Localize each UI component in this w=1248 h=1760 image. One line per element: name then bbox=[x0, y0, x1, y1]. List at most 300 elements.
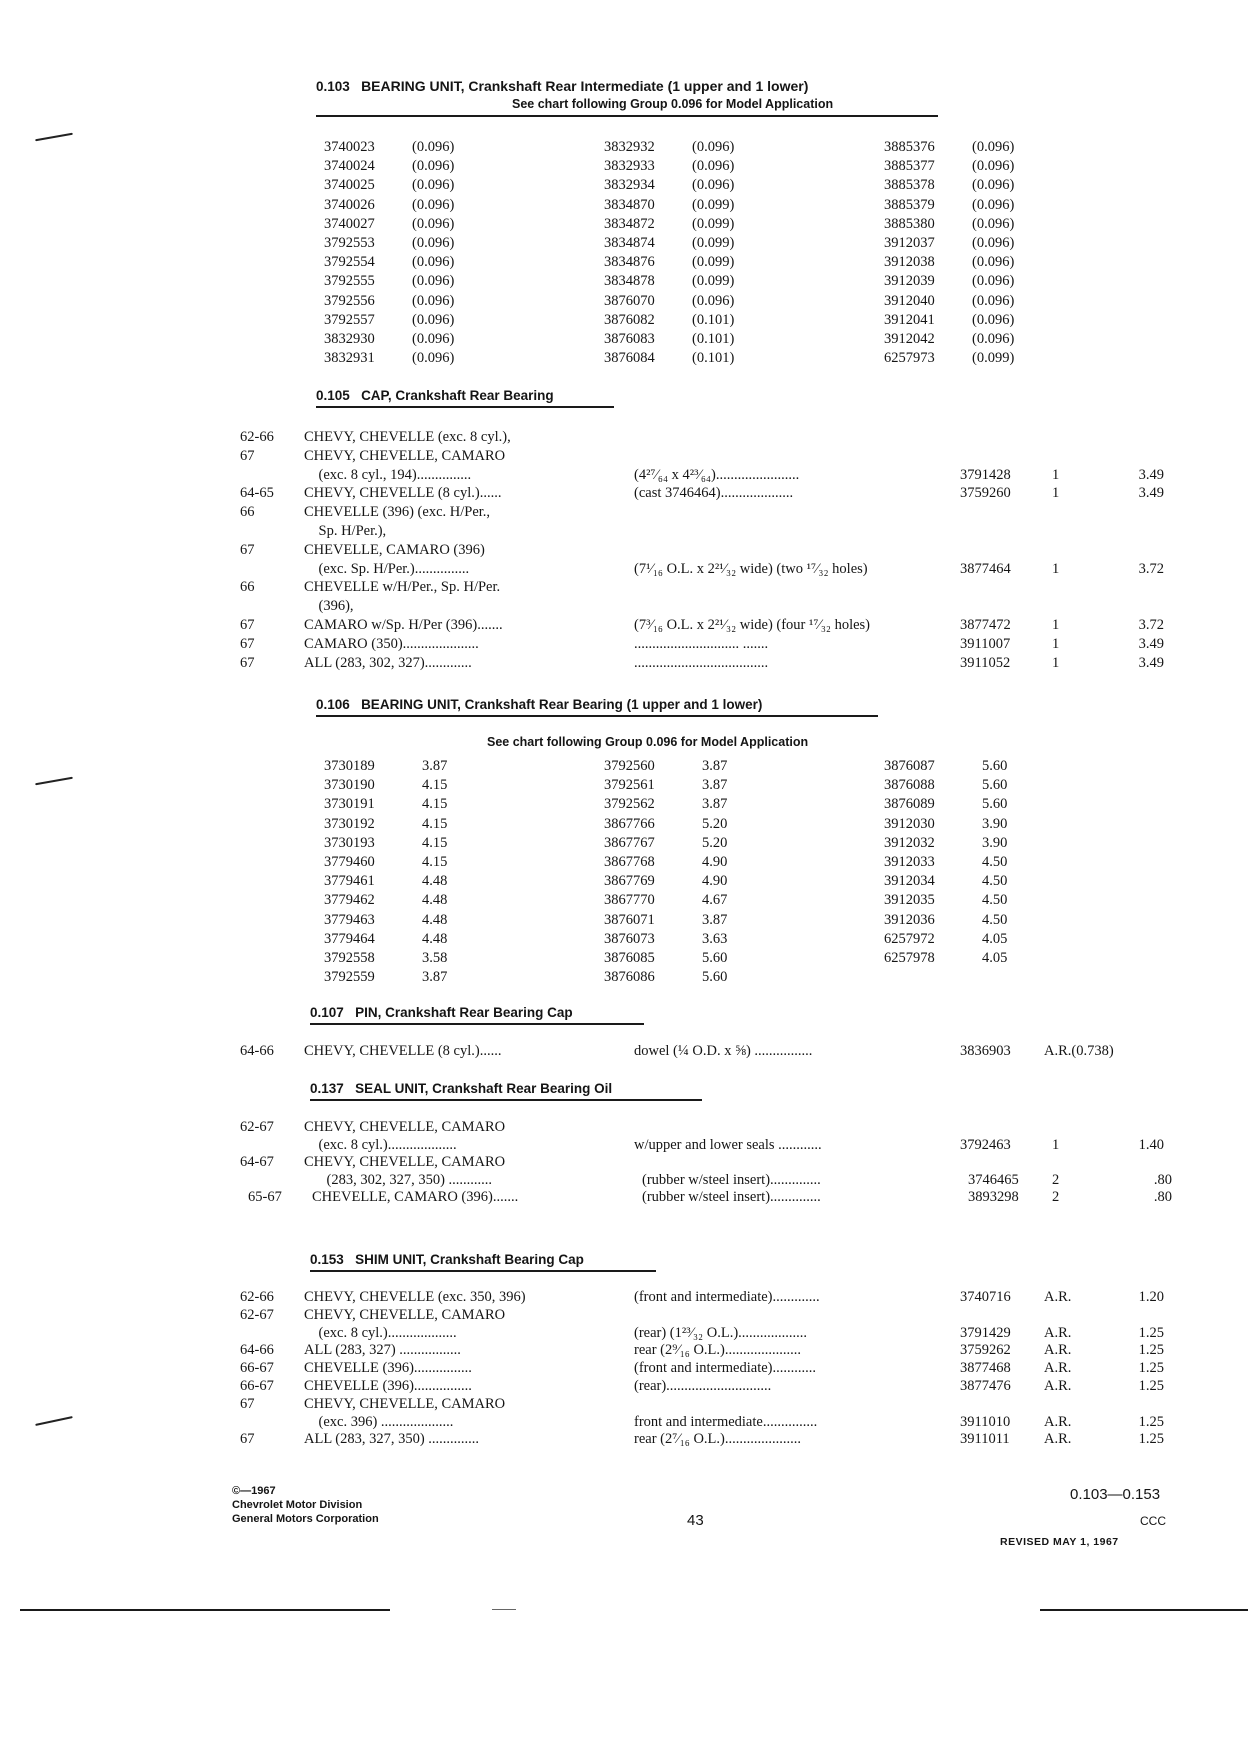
part-number: 3730191 bbox=[324, 796, 375, 813]
description: (7¹⁄₁₆ O.L. x 2²¹⁄₃₂ wide) (two ¹⁷⁄₃₂ holes) bbox=[634, 560, 868, 577]
application: (exc. 396) .................... bbox=[304, 1413, 454, 1430]
application: CHEVY, CHEVELLE, CAMARO bbox=[304, 1306, 506, 1323]
part-value: 5.60 bbox=[702, 969, 728, 986]
model-years: 62-67 bbox=[240, 1119, 274, 1135]
application: ALL (283, 327, 350) .............. bbox=[304, 1431, 480, 1448]
quantity: A.R.(0.738) bbox=[1044, 1043, 1114, 1059]
part-number: 3911052 bbox=[960, 654, 1011, 671]
part-value: (0.096) bbox=[692, 139, 735, 155]
price: 1.25 bbox=[1138, 1431, 1164, 1448]
part-value: 4.15 bbox=[422, 815, 448, 832]
model-years: 64-66 bbox=[240, 1043, 274, 1059]
model-years: 62-66 bbox=[240, 1289, 274, 1305]
section-title: CAP, Crankshaft Rear Bearing bbox=[361, 388, 554, 403]
description: (rear) (1²³⁄₃₂ O.L.)................... bbox=[634, 1324, 808, 1341]
section-number: 0.106 bbox=[316, 697, 350, 712]
price: 1.40 bbox=[1138, 1136, 1164, 1153]
group-range: 0.103—0.153 bbox=[1070, 1486, 1161, 1503]
part-value: (0.096) bbox=[692, 158, 735, 175]
application: CHEVY, CHEVELLE (8 cyl.)...... bbox=[304, 485, 502, 502]
part-number: 3912035 bbox=[884, 892, 935, 909]
quantity: 1 bbox=[1052, 560, 1060, 577]
description: ............................. ....... bbox=[634, 635, 769, 652]
price: 3.49 bbox=[1138, 466, 1164, 483]
part-value: (0.101) bbox=[692, 330, 735, 347]
part-value: (0.096) bbox=[412, 350, 455, 367]
part-number: 3876073 bbox=[604, 930, 655, 947]
quantity: 1 bbox=[1052, 485, 1060, 502]
application: CHEVY, CHEVELLE (exc. 8 cyl.), bbox=[304, 429, 511, 445]
part-value: 4.05 bbox=[982, 930, 1008, 947]
part-number: 3792557 bbox=[324, 311, 375, 328]
part-value: 4.50 bbox=[982, 911, 1008, 928]
part-value: (0.096) bbox=[412, 292, 455, 309]
description: (cast 3746464).................... bbox=[634, 485, 794, 502]
part-value: (0.096) bbox=[972, 273, 1015, 290]
part-number: 3911007 bbox=[960, 635, 1011, 652]
part-number: 3911010 bbox=[960, 1413, 1011, 1430]
part-number: 3912030 bbox=[884, 815, 935, 832]
part-number: 3893298 bbox=[968, 1189, 1019, 1206]
part-number: 3877464 bbox=[960, 560, 1011, 577]
part-value: (0.096) bbox=[972, 234, 1015, 251]
part-value: 5.20 bbox=[702, 834, 728, 851]
part-number: 6257973 bbox=[884, 350, 935, 367]
application: ALL (283, 302, 327)............. bbox=[304, 654, 472, 671]
part-number: 3832930 bbox=[324, 330, 375, 347]
table-row bbox=[324, 330, 1052, 349]
table-row bbox=[324, 349, 1052, 368]
price: .80 bbox=[1153, 1171, 1172, 1188]
quantity: A.R. bbox=[1044, 1342, 1072, 1359]
part-number: 3832932 bbox=[604, 139, 655, 155]
part-value: 5.60 bbox=[982, 758, 1008, 774]
application: CHEVELLE (396)................ bbox=[304, 1360, 472, 1377]
part-number: 3867769 bbox=[604, 873, 655, 890]
section-header-0106 bbox=[316, 697, 762, 712]
revision-date: REVISED MAY 1, 1967 bbox=[1000, 1536, 1119, 1548]
part-value: (0.096) bbox=[412, 311, 455, 328]
description: ..................................... bbox=[634, 654, 769, 671]
application: (283, 302, 327, 350) ............ bbox=[312, 1171, 493, 1188]
part-value: 5.60 bbox=[982, 777, 1008, 794]
table-row bbox=[324, 138, 1052, 157]
part-value: 3.90 bbox=[982, 815, 1008, 832]
part-value: 3.87 bbox=[422, 758, 448, 774]
section-underline bbox=[310, 1270, 656, 1272]
section-header-0107 bbox=[310, 1005, 573, 1020]
part-value: 3.87 bbox=[702, 796, 728, 813]
model-years: 66-67 bbox=[240, 1360, 274, 1377]
part-number: 3730193 bbox=[324, 834, 375, 851]
quantity: A.R. bbox=[1044, 1377, 1072, 1394]
section-underline bbox=[316, 715, 878, 717]
part-number: 3792553 bbox=[324, 234, 375, 251]
part-number: 3867767 bbox=[604, 834, 655, 851]
section-header-0105 bbox=[316, 388, 554, 403]
part-value: (0.099) bbox=[692, 273, 735, 290]
part-value: 4.15 bbox=[422, 777, 448, 794]
part-number: 3867768 bbox=[604, 853, 655, 870]
part-number: 3730192 bbox=[324, 815, 375, 832]
price: 1.25 bbox=[1138, 1360, 1164, 1377]
table-row bbox=[324, 292, 1052, 311]
model-years: 67 bbox=[240, 1431, 255, 1448]
table-row bbox=[324, 176, 1052, 195]
part-value: (0.096) bbox=[972, 177, 1015, 194]
part-value: (0.096) bbox=[412, 139, 455, 155]
part-number: 3912041 bbox=[884, 311, 935, 328]
quantity: 1 bbox=[1052, 616, 1060, 633]
table-row bbox=[324, 311, 1052, 330]
part-value: (0.099) bbox=[972, 350, 1015, 367]
part-number: 3792463 bbox=[960, 1136, 1011, 1153]
part-number: 3876085 bbox=[604, 949, 655, 966]
part-number: 3877468 bbox=[960, 1360, 1011, 1377]
part-number: 3912039 bbox=[884, 273, 935, 290]
catalog-code: CCC bbox=[1140, 1514, 1166, 1528]
section-underline bbox=[310, 1023, 644, 1025]
part-value: (0.096) bbox=[412, 215, 455, 232]
part-number: 3911011 bbox=[960, 1431, 1010, 1448]
part-number: 3912038 bbox=[884, 254, 935, 271]
quantity: 1 bbox=[1052, 654, 1060, 671]
part-value: (0.096) bbox=[972, 196, 1015, 213]
part-number: 3792555 bbox=[324, 273, 375, 290]
part-number: 3779461 bbox=[324, 873, 375, 890]
table-row bbox=[324, 968, 1062, 987]
part-value: (0.096) bbox=[972, 311, 1015, 328]
part-value: (0.096) bbox=[412, 196, 455, 213]
model-years: 67 bbox=[240, 1395, 255, 1412]
model-years: 67 bbox=[240, 654, 255, 671]
part-number: 3876070 bbox=[604, 292, 655, 309]
part-number: 3912036 bbox=[884, 911, 935, 928]
part-value: 3.87 bbox=[702, 758, 728, 774]
part-number: 3912042 bbox=[884, 330, 935, 347]
part-value: 4.90 bbox=[702, 853, 728, 870]
part-number: 3759262 bbox=[960, 1342, 1011, 1359]
part-number: 3885380 bbox=[884, 215, 935, 232]
part-number: 3740716 bbox=[960, 1289, 1011, 1305]
part-value: (0.096) bbox=[692, 292, 735, 309]
part-value: (0.096) bbox=[412, 177, 455, 194]
application: CHEVELLE, CAMARO (396) bbox=[304, 541, 485, 558]
table-row bbox=[324, 911, 1062, 930]
section-number: 0.107 bbox=[310, 1005, 344, 1020]
table-row bbox=[324, 872, 1062, 891]
quantity: 2 bbox=[1052, 1171, 1060, 1188]
application: (exc. 8 cyl., 194)............... bbox=[304, 466, 472, 483]
application: CHEVELLE (396) (exc. H/Per., bbox=[304, 504, 491, 521]
part-value: 4.15 bbox=[422, 834, 448, 851]
price: 1.20 bbox=[1138, 1289, 1164, 1305]
model-years: 64-67 bbox=[240, 1154, 274, 1171]
description: (rubber w/steel insert).............. bbox=[642, 1171, 821, 1188]
application: CHEVY, CHEVELLE, CAMARO bbox=[304, 1154, 506, 1171]
model-years: 65-67 bbox=[248, 1189, 282, 1206]
table-row bbox=[324, 757, 1062, 776]
application: CHEVELLE, CAMARO (396)....... bbox=[312, 1189, 519, 1206]
section-header-0137 bbox=[310, 1081, 612, 1096]
part-value: (0.096) bbox=[972, 292, 1015, 309]
application: CHEVY, CHEVELLE, CAMARO bbox=[304, 1395, 506, 1412]
description: (7³⁄₁₆ O.L. x 2²¹⁄₃₂ wide) (four ¹⁷⁄₃₂ holes) bbox=[634, 616, 871, 633]
part-value: 3.87 bbox=[702, 911, 728, 928]
part-value bbox=[982, 968, 1062, 987]
part-value: (0.096) bbox=[412, 273, 455, 290]
part-number: 3912037 bbox=[884, 234, 935, 251]
quantity: 1 bbox=[1052, 1136, 1060, 1153]
model-years: 66-67 bbox=[240, 1377, 274, 1394]
part-value: (0.096) bbox=[412, 158, 455, 175]
part-value: (0.101) bbox=[692, 311, 735, 328]
part-price-table bbox=[324, 757, 1062, 987]
application: ALL (283, 327) ................. bbox=[304, 1342, 461, 1359]
quantity: 1 bbox=[1052, 466, 1060, 483]
table-row bbox=[324, 834, 1062, 853]
part-number: 3912032 bbox=[884, 834, 935, 851]
model-years: 62-66 bbox=[240, 429, 274, 445]
part-number bbox=[884, 968, 982, 987]
part-value: 5.60 bbox=[982, 796, 1008, 813]
part-number: 3792554 bbox=[324, 254, 375, 271]
division-name: Chevrolet Motor Division bbox=[232, 1499, 363, 1511]
application: CAMARO w/Sp. H/Per (396)....... bbox=[304, 616, 503, 633]
margin-mark bbox=[35, 1416, 73, 1426]
part-value: (0.096) bbox=[412, 254, 455, 271]
footer-rule-left bbox=[20, 1609, 390, 1611]
price: 3.49 bbox=[1138, 485, 1164, 502]
price: 3.49 bbox=[1138, 635, 1164, 652]
model-years: 67 bbox=[240, 541, 255, 558]
price: 3.72 bbox=[1138, 560, 1164, 577]
application: CHEVY, CHEVELLE (8 cyl.)...... bbox=[304, 1043, 502, 1059]
margin-mark bbox=[35, 777, 73, 786]
part-number: 3779462 bbox=[324, 892, 375, 909]
application: (exc. Sp. H/Per.)............... bbox=[304, 560, 470, 577]
quantity: A.R. bbox=[1044, 1324, 1072, 1341]
table-row bbox=[324, 795, 1062, 814]
part-number: 3912033 bbox=[884, 853, 935, 870]
part-value: (0.096) bbox=[972, 330, 1015, 347]
part-value: (0.101) bbox=[692, 350, 735, 367]
model-years: 64-65 bbox=[240, 485, 274, 502]
part-number: 3792556 bbox=[324, 292, 375, 309]
part-number: 3779464 bbox=[324, 930, 375, 947]
description: rear (2⁷⁄₁₆ O.L.)..................... bbox=[634, 1431, 801, 1448]
part-number: 3876086 bbox=[604, 969, 655, 986]
page-number: 43 bbox=[687, 1512, 704, 1529]
part-value: 5.20 bbox=[702, 815, 728, 832]
description: w/upper and lower seals ............ bbox=[634, 1136, 822, 1153]
table-row bbox=[324, 157, 1052, 176]
part-number: 3876083 bbox=[604, 330, 655, 347]
section-note: See chart following Group 0.096 for Model Application bbox=[487, 735, 809, 749]
table-row bbox=[324, 853, 1062, 872]
section-note: See chart following Group 0.096 for Model Application bbox=[512, 97, 834, 111]
part-number: 3832934 bbox=[604, 177, 655, 194]
section-header-0153 bbox=[310, 1252, 584, 1267]
part-value: 4.90 bbox=[702, 873, 728, 890]
description: (front and intermediate)............ bbox=[634, 1360, 816, 1377]
section-title: PIN, Crankshaft Rear Bearing Cap bbox=[355, 1005, 573, 1020]
price: 3.72 bbox=[1138, 616, 1164, 633]
copyright: ©—1967 bbox=[232, 1485, 276, 1497]
section-underline bbox=[316, 115, 938, 117]
application: CHEVELLE w/H/Per., Sp. H/Per. bbox=[304, 579, 501, 596]
part-number: 3746465 bbox=[968, 1171, 1019, 1188]
part-value: 4.50 bbox=[982, 892, 1008, 909]
quantity: 2 bbox=[1052, 1189, 1060, 1206]
part-value: 3.58 bbox=[422, 949, 448, 966]
table-row bbox=[324, 930, 1062, 949]
description: rear (2⁹⁄₁₆ O.L.)..................... bbox=[634, 1342, 801, 1359]
part-value: 3.87 bbox=[702, 777, 728, 794]
part-number: 3834872 bbox=[604, 215, 655, 232]
part-value: (0.096) bbox=[972, 158, 1015, 175]
quantity: A.R. bbox=[1044, 1431, 1072, 1448]
part-value: 4.48 bbox=[422, 892, 448, 909]
quantity: 1 bbox=[1052, 635, 1060, 652]
section-title: SHIM UNIT, Crankshaft Bearing Cap bbox=[355, 1252, 584, 1267]
section-header-0103 bbox=[316, 78, 808, 94]
part-number: 3912040 bbox=[884, 292, 935, 309]
application: (396), bbox=[304, 598, 354, 615]
section-underline bbox=[310, 1099, 702, 1101]
part-number: 3792561 bbox=[604, 777, 655, 794]
price: 1.25 bbox=[1138, 1413, 1164, 1430]
part-number: 3779463 bbox=[324, 911, 375, 928]
part-value: (0.096) bbox=[972, 139, 1015, 155]
part-number: 3876082 bbox=[604, 311, 655, 328]
section-title: BEARING UNIT, Crankshaft Rear Bearing (1 upper and 1 lower) bbox=[361, 697, 763, 712]
description: (rear)............................. bbox=[634, 1377, 772, 1394]
part-number: 3834870 bbox=[604, 196, 655, 213]
part-number: 3792562 bbox=[604, 796, 655, 813]
part-number: 3730190 bbox=[324, 777, 375, 794]
part-number: 3867770 bbox=[604, 892, 655, 909]
application: (exc. 8 cyl.)................... bbox=[304, 1136, 457, 1153]
quantity: A.R. bbox=[1044, 1360, 1072, 1377]
part-number: 3779460 bbox=[324, 853, 375, 870]
model-years: 66 bbox=[240, 504, 255, 521]
part-number: 3834874 bbox=[604, 234, 655, 251]
section-title: SEAL UNIT, Crankshaft Rear Bearing Oil bbox=[355, 1081, 613, 1096]
part-number: 3740025 bbox=[324, 177, 375, 194]
description: front and intermediate............... bbox=[634, 1413, 818, 1430]
part-number: 3740024 bbox=[324, 158, 375, 175]
application: CAMARO (350)..................... bbox=[304, 635, 479, 652]
section-number: 0.137 bbox=[310, 1081, 344, 1096]
model-years: 67 bbox=[240, 447, 255, 464]
part-number: 3885379 bbox=[884, 196, 935, 213]
part-number: 3912034 bbox=[884, 873, 935, 890]
part-number: 3885378 bbox=[884, 177, 935, 194]
part-number: 3759260 bbox=[960, 485, 1011, 502]
part-number: 3792559 bbox=[324, 969, 375, 986]
part-value: 4.05 bbox=[982, 949, 1008, 966]
application: Sp. H/Per.), bbox=[304, 522, 387, 539]
part-number: 3885377 bbox=[884, 158, 935, 175]
price: 1.25 bbox=[1138, 1324, 1164, 1341]
description: (4²⁷⁄₆₄ x 4²³⁄₆₄)....................... bbox=[634, 466, 800, 483]
part-value: (0.099) bbox=[692, 234, 735, 251]
section-underline bbox=[316, 406, 614, 408]
model-years: 67 bbox=[240, 635, 255, 652]
part-number: 3877472 bbox=[960, 616, 1011, 633]
part-number: 3877476 bbox=[960, 1377, 1011, 1394]
quantity: A.R. bbox=[1044, 1289, 1072, 1305]
table-row bbox=[324, 215, 1052, 234]
application: (exc. 8 cyl.)................... bbox=[304, 1324, 457, 1341]
quantity: A.R. bbox=[1044, 1413, 1072, 1430]
part-value: (0.099) bbox=[692, 196, 735, 213]
application: CHEVY, CHEVELLE (exc. 350, 396) bbox=[304, 1289, 526, 1305]
section-number: 0.103 bbox=[316, 79, 350, 94]
part-number: 3834878 bbox=[604, 273, 655, 290]
description: dowel (¼ O.D. x ⅝) ................ bbox=[634, 1043, 813, 1059]
application: CHEVY, CHEVELLE, CAMARO bbox=[304, 447, 506, 464]
part-number: 3836903 bbox=[960, 1043, 1011, 1059]
model-years: 66 bbox=[240, 579, 255, 596]
part-value: (0.099) bbox=[692, 254, 735, 271]
part-value: 4.67 bbox=[702, 892, 728, 909]
price: 3.49 bbox=[1138, 654, 1164, 671]
part-number: 3740026 bbox=[324, 196, 375, 213]
part-value: (0.096) bbox=[972, 254, 1015, 271]
part-number: 3730189 bbox=[324, 758, 375, 774]
table-row bbox=[324, 196, 1052, 215]
price: 1.25 bbox=[1138, 1377, 1164, 1394]
footer-publisher bbox=[232, 1484, 379, 1526]
table-row bbox=[324, 253, 1052, 272]
part-value: 4.15 bbox=[422, 853, 448, 870]
part-number: 3791428 bbox=[960, 466, 1011, 483]
price: .80 bbox=[1153, 1189, 1172, 1206]
table-row bbox=[324, 815, 1062, 834]
part-number: 3876089 bbox=[884, 796, 935, 813]
application: CHEVY, CHEVELLE, CAMARO bbox=[304, 1119, 506, 1135]
part-number: 3791429 bbox=[960, 1324, 1011, 1341]
model-years: 64-66 bbox=[240, 1342, 274, 1359]
part-value: 3.90 bbox=[982, 834, 1008, 851]
footer-rule-mid bbox=[492, 1609, 516, 1610]
part-value: (0.096) bbox=[692, 177, 735, 194]
part-value: 4.50 bbox=[982, 853, 1008, 870]
part-number: 3832933 bbox=[604, 158, 655, 175]
part-number: 3876087 bbox=[884, 758, 935, 774]
section-title: BEARING UNIT, Crankshaft Rear Intermediate (1 upper and 1 lower) bbox=[361, 78, 809, 94]
margin-mark bbox=[35, 133, 73, 142]
table-row bbox=[324, 234, 1052, 253]
corporation-name: General Motors Corporation bbox=[232, 1513, 379, 1525]
part-value: (0.096) bbox=[412, 234, 455, 251]
part-number: 6257972 bbox=[884, 930, 935, 947]
part-number: 3876071 bbox=[604, 911, 655, 928]
part-value: 4.48 bbox=[422, 911, 448, 928]
part-number: 3792560 bbox=[604, 758, 655, 774]
section-number: 0.153 bbox=[310, 1252, 344, 1267]
part-number: 3792558 bbox=[324, 949, 375, 966]
description: (front and intermediate)............. bbox=[634, 1289, 820, 1305]
table-row bbox=[324, 891, 1062, 910]
part-value: 4.48 bbox=[422, 873, 448, 890]
part-number: 3832931 bbox=[324, 350, 375, 367]
part-value: (0.096) bbox=[412, 330, 455, 347]
table-row bbox=[324, 949, 1062, 968]
part-value: 3.63 bbox=[702, 930, 728, 947]
